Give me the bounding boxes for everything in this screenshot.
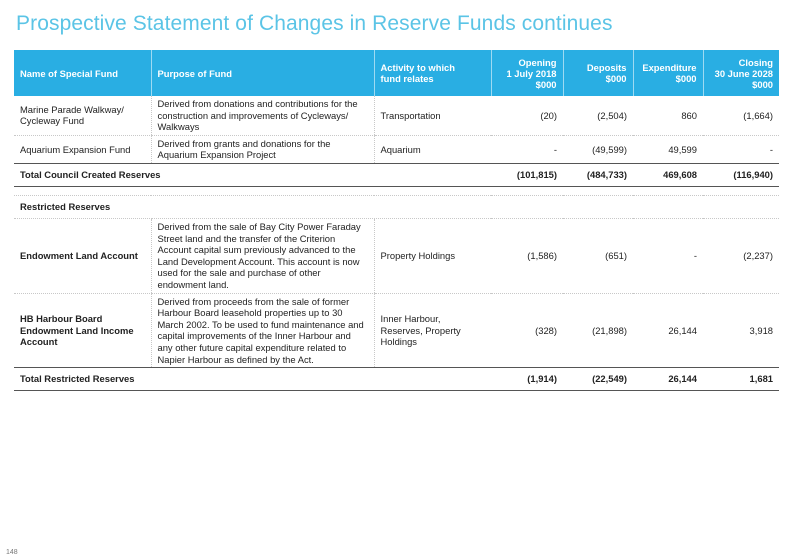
table-row <box>14 96 779 135</box>
header-activity-line1: Activity to which <box>380 62 455 73</box>
fund-purpose: Derived from the sale of Bay City Power Faraday Street land and the transfer of the Criterion Account capital sum previously advanced to the Land Development Account. This account is now used for the sale and purchase of other endowment land. <box>151 218 374 293</box>
restricted-total-row <box>14 368 779 391</box>
fund-expenditure: 860 <box>633 96 703 135</box>
restricted-heading-row <box>14 195 779 218</box>
header-closing-line3: $000 <box>752 78 773 90</box>
fund-deposits: (49,599) <box>563 135 633 163</box>
table-header-row <box>14 50 779 96</box>
fund-activity: Transportation <box>374 96 491 135</box>
header-opening-line2: 1 July 2018 <box>506 67 557 79</box>
council-total-closing: (116,940) <box>703 163 779 186</box>
header-opening-line1: Opening <box>518 56 557 68</box>
fund-name: Aquarium Expansion Fund <box>14 135 151 163</box>
fund-name: Marine Parade Walkway/ Cycleway Fund <box>14 96 151 135</box>
header-activity <box>374 50 491 96</box>
fund-purpose: Derived from grants and donations for the Aquarium Expansion Project <box>151 135 374 163</box>
header-expenditure-line1: Expenditure <box>642 62 697 73</box>
header-activity-line2: fund relates <box>380 73 434 84</box>
reserve-funds-table <box>14 50 779 391</box>
header-closing-line1: Closing <box>738 56 773 68</box>
fund-name: Endowment Land Account <box>14 218 151 293</box>
council-total-row <box>14 163 779 186</box>
page-number: 148 <box>6 549 18 556</box>
fund-opening: (1,586) <box>491 218 563 293</box>
fund-opening: (20) <box>491 96 563 135</box>
header-closing-line2: 30 June 2028 <box>714 67 773 79</box>
council-total-deposits: (484,733) <box>563 163 633 186</box>
fund-expenditure: - <box>633 218 703 293</box>
header-name: Name of Special Fund <box>14 50 151 96</box>
restricted-total-deposits: (22,549) <box>563 368 633 391</box>
restricted-total-opening: (1,914) <box>491 368 563 391</box>
page-title: Prospective Statement of Changes in Reserve Funds continues <box>16 12 613 35</box>
fund-closing: 3,918 <box>703 293 779 368</box>
fund-expenditure: 26,144 <box>633 293 703 368</box>
fund-closing: (2,237) <box>703 218 779 293</box>
fund-name: HB Harbour Board Endowment Land Income Account <box>14 293 151 368</box>
header-deposits-line1: Deposits <box>586 62 627 73</box>
council-total-label: Total Council Created Reserves <box>14 163 491 186</box>
fund-closing: (1,664) <box>703 96 779 135</box>
header-deposits <box>563 50 633 96</box>
fund-deposits: (651) <box>563 218 633 293</box>
fund-activity: Property Holdings <box>374 218 491 293</box>
fund-activity: Inner Harbour, Reserves, Property Holdings <box>374 293 491 368</box>
council-total-expenditure: 469,608 <box>633 163 703 186</box>
table-row <box>14 218 779 293</box>
fund-closing: - <box>703 135 779 163</box>
header-expenditure-line2: $000 <box>675 73 697 84</box>
council-total-opening: (101,815) <box>491 163 563 186</box>
spacer-row <box>14 186 779 195</box>
header-opening <box>491 50 563 96</box>
restricted-total-closing: 1,681 <box>703 368 779 391</box>
header-expenditure <box>633 50 703 96</box>
fund-opening: - <box>491 135 563 163</box>
fund-opening: (328) <box>491 293 563 368</box>
fund-deposits: (2,504) <box>563 96 633 135</box>
header-closing <box>703 50 779 96</box>
header-deposits-line2: $000 <box>605 73 627 84</box>
fund-expenditure: 49,599 <box>633 135 703 163</box>
fund-activity: Aquarium <box>374 135 491 163</box>
restricted-total-expenditure: 26,144 <box>633 368 703 391</box>
restricted-heading: Restricted Reserves <box>14 195 779 218</box>
fund-deposits: (21,898) <box>563 293 633 368</box>
table-row <box>14 293 779 368</box>
spacer-cell <box>14 186 779 195</box>
fund-purpose: Derived from donations and contributions for the construction and improvements of Cycleways/ Walkways <box>151 96 374 135</box>
header-purpose: Purpose of Fund <box>151 50 374 96</box>
fund-purpose: Derived from proceeds from the sale of former Harbour Board leasehold properties up to 30 March 2002. To be used to fund maintenance and capital improvements of the Inner Harbour and any other future capital expenditure related to Napier Harbour as defined by the Act. <box>151 293 374 368</box>
restricted-total-label: Total Restricted Reserves <box>14 368 491 391</box>
header-opening-line3: $000 <box>535 78 557 90</box>
table-row <box>14 135 779 163</box>
